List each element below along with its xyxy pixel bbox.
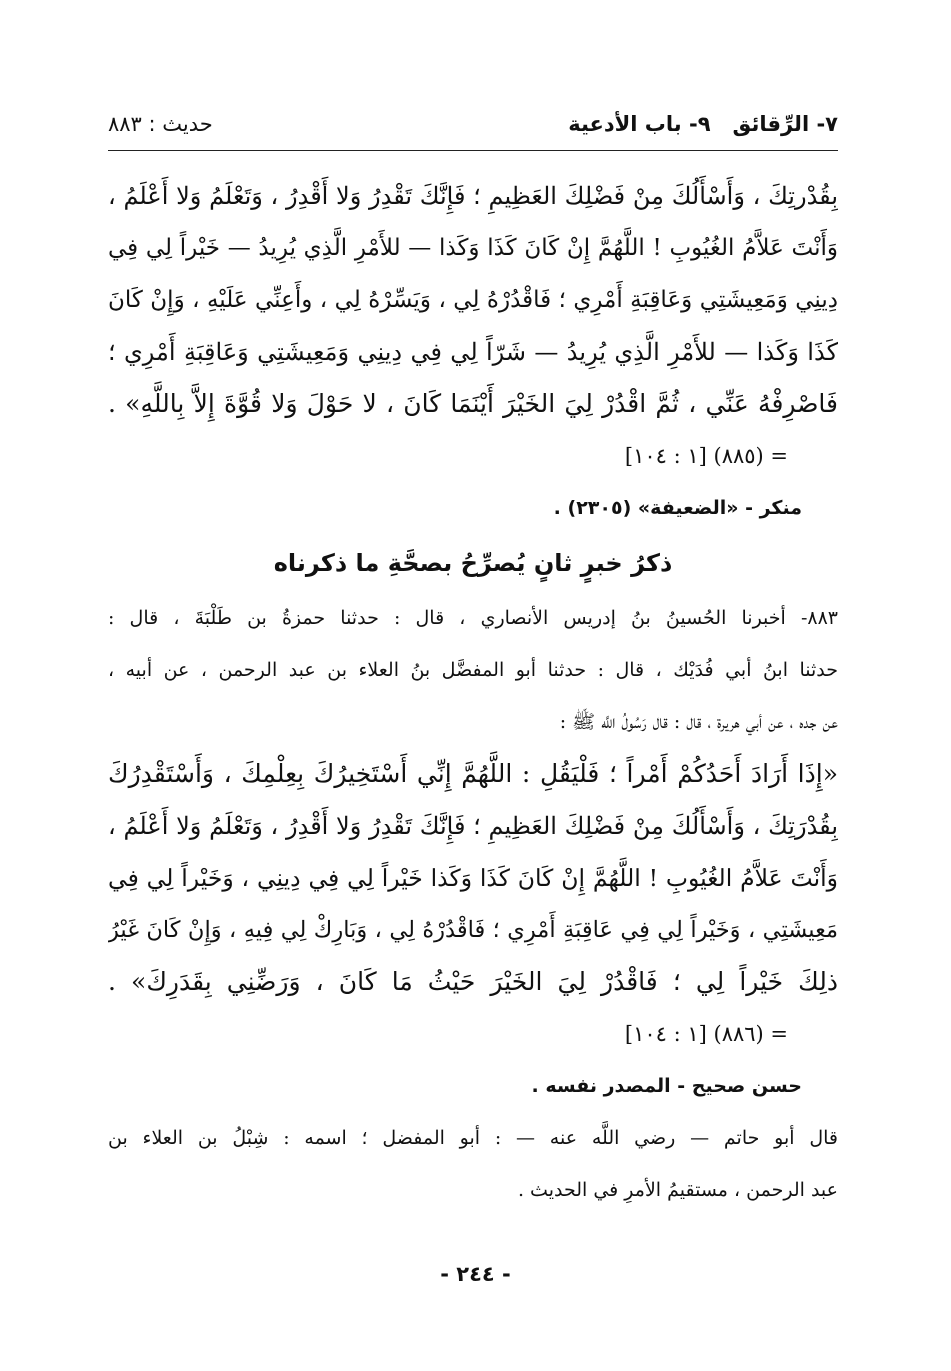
text-line: ٨٨٣- أخبرنا الحُسينُ بنُ إدريس الأنصاري ، قال : حدثنا حمزةُ بن طَلْبَةَ ، قال :	[108, 607, 838, 629]
page-number: - ٢٤٤ -	[440, 1262, 511, 1286]
text-line: مَعِيشَتِي ، وَخَيْراً لِي فِي عَاقِبَةِ أَمْرِي ؛ فَاقْدُرْهُ لِي ، وَبَارِكْ لِي فِيهِ ، وَإِنْ كَانَ غَيْرُ	[108, 917, 838, 943]
text-line: فَاصْرِفْهُ عَنِّي ، ثُمَّ اقْدُرْ لِيَ الخَيْرَ أَيْنَمَا كَانَ ، لا حَوْلَ وَلا قُوَّةَ إِلاَّ بِاللَّهِ» .	[108, 389, 838, 418]
cross-reference: = (٨٨٦) [١ : ١٠٤]	[624, 1022, 788, 1046]
section-heading: ذكرُ خبرٍ ثانٍ يُصرِّحُ بصحَّةِ ما ذكرناه	[273, 549, 673, 577]
text-line: كَذَا وَكَذا — للأَمْرِ الَّذِي يُرِيدُ — شَرّاً لِي فِي دِينِي وَمَعِيشَتِي وَعَاقِبَةِ أَمْرِي ؛	[108, 338, 838, 366]
book-title: ٧- الرِّقائق	[732, 112, 838, 136]
text-line: بِقُدْرَتِكَ ، وَأَسْأَلُكَ مِنْ فَضْلِكَ العَظِيمِ ؛ فَإِنَّكَ تَقْدِرُ وَلا أَقْدِرُ ، وَتَعْلَمُ وَلا أَعْلَمُ ،	[108, 812, 838, 840]
header-rule	[108, 150, 838, 151]
cross-reference: = (٨٨٥) [١ : ١٠٤]	[624, 444, 788, 468]
body-text	[108, 170, 838, 1216]
text-line: بِقُدْرتِكَ ، وَأَسْأَلُكَ مِنْ فَضْلِكَ العَظِيمِ ؛ فَإِنَّكَ تَقْدِرُ وَلا أَقْدِرُ ، وَتَعْلَمُ وَلا أَعْلَمُ ،	[108, 182, 838, 210]
text-line: قال أبو حاتم — رضي اللَّه عنه — : أبو المفضل ؛ اسمه : شِبْلُ بن العلاء بن	[108, 1127, 838, 1149]
text-line: وَأَنْتَ عَلاَّمُ الغُيُوبِ ! اللَّهُمَّ إِنْ كَانَ كَذَا وَكَذا خَيْراً لِي فِي دِينِي ، وَخَيْراً لِي فِي	[108, 864, 838, 892]
text-line: ذلِكَ خَيْراً لِي ؛ فَاقْدُرْ لِيَ الخَيْرَ حَيْثُ مَا كَانَ ، وَرَضِّنِي بِقَدَرِكَ» .	[108, 967, 838, 996]
grading-note: حسن صحيح - المصدر نفسه .	[531, 1075, 802, 1097]
header-right	[546, 112, 838, 136]
hadith-number: حديث : ٨٨٣	[108, 112, 213, 136]
chapter-title: ٩- باب الأدعية	[568, 112, 711, 136]
text-line: وَأَنْتَ عَلاَّمُ الغُيُوبِ ! اللَّهُمَّ إِنْ كَانَ كَذَا وَكَذا — للأَمْرِ الَّذِي يُرِيدُ — خَيْراً لِي فِي	[108, 235, 838, 261]
text-line: حدثنا ابنُ أبي فُدَيْك ، قال : حدثنا أبو المفضَّل بنُ العلاء بن عبد الرحمن ، عن أبيه ،	[108, 659, 838, 681]
text-line: عبد الرحمن ، مستقيمُ الأمرِ في الحديث .	[517, 1179, 838, 1201]
running-header	[108, 112, 838, 146]
text-line: «إِذَا أَرَادَ أَحَدُكُمْ أَمْراً ؛ فَلْيَقُلِ : اللَّهُمَّ إِنِّي أَسْتَخِيرُكَ بِعِلْمِكَ ، وَأَسْتَقْدِرُكَ	[108, 759, 838, 788]
text-line: دِينِي وَمَعِيشَتِي وَعَاقِبَةِ أَمْرِي ؛ فَاقْدُرْهُ لِي ، وَيَسِّرْهُ لِي ، وأَعِنِّي عَلَيْهِ ، وَإِنْ كَانَ	[108, 287, 838, 313]
grading-note: منكر - «الضعيفة» (٢٣٠٥) .	[553, 497, 802, 519]
text-line: عن جده ، عن أبي هريرة ، قال : قال رَسُولُ اللَّه ﷺ :	[559, 711, 838, 733]
